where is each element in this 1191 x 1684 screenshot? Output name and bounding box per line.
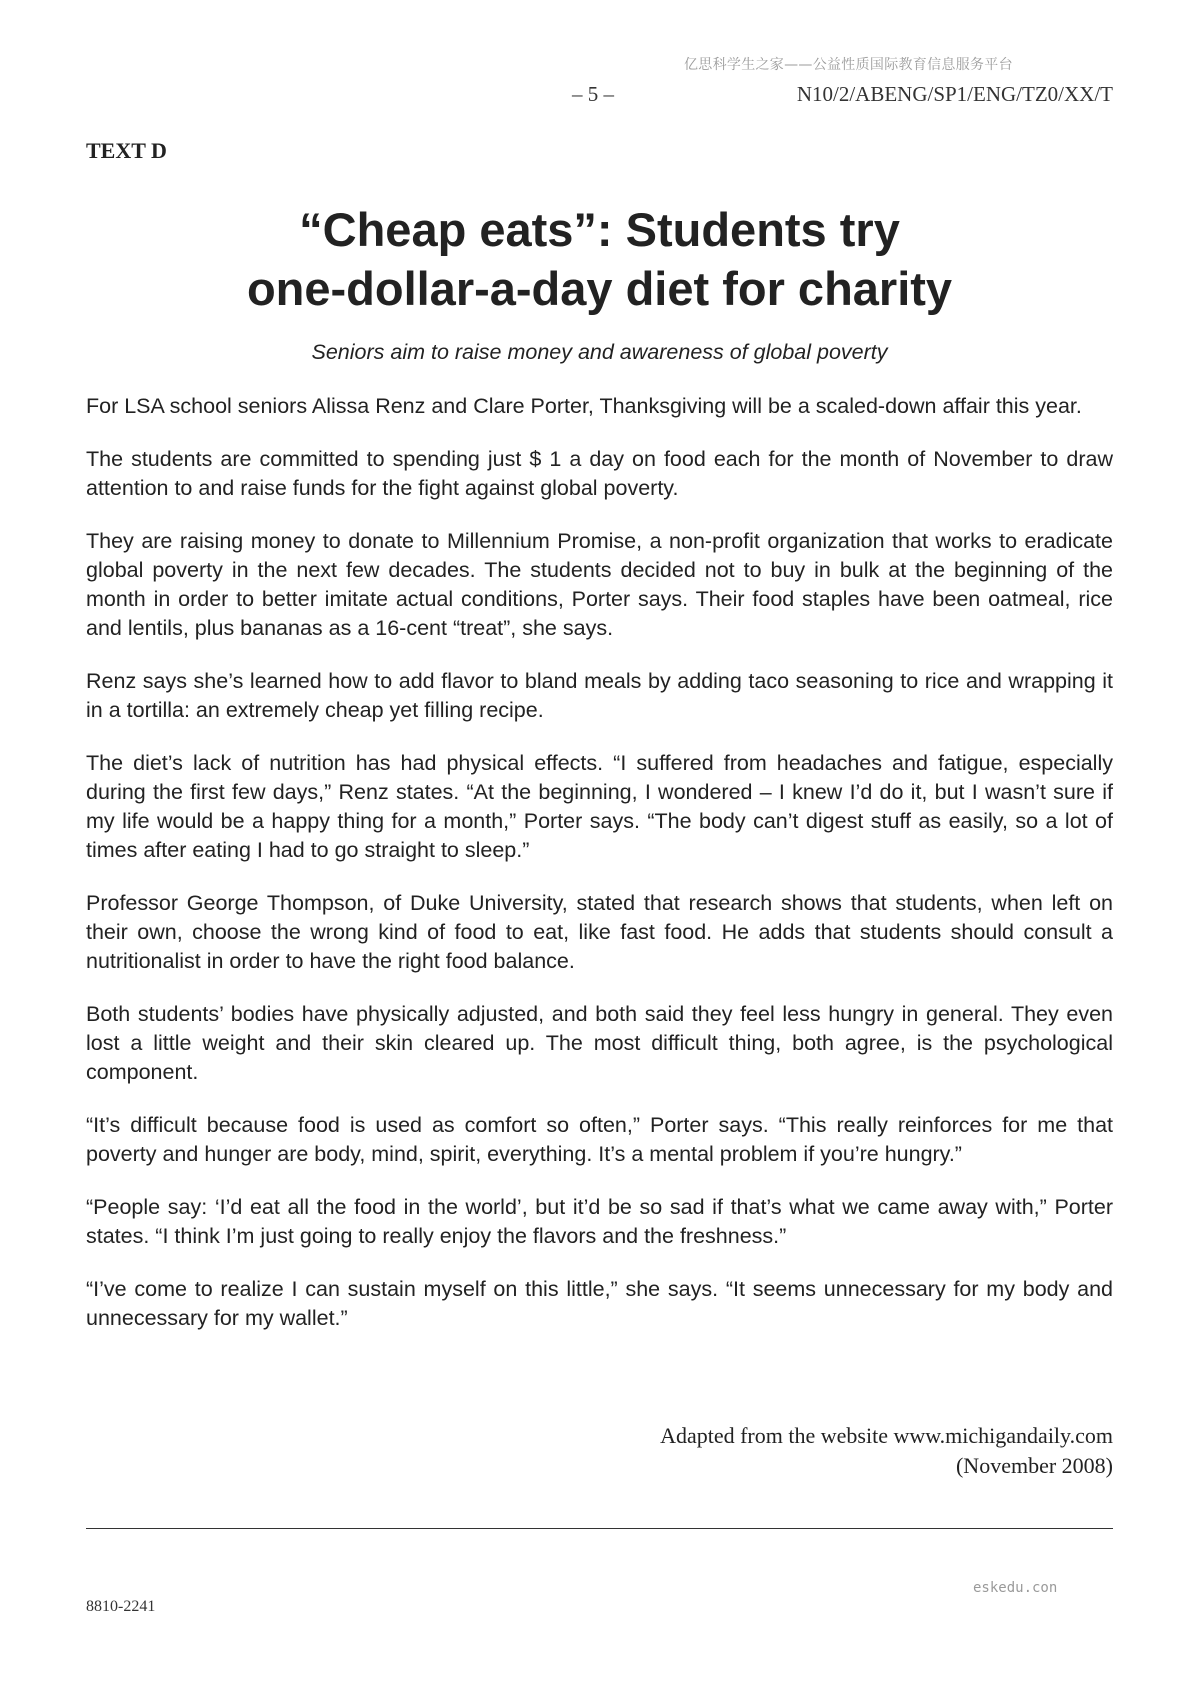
headline-line-1: “Cheap eats”: Students try [299, 203, 900, 256]
paragraph: “I’ve come to realize I can sustain myself on this little,” she says. “It seems unnecessary for my body and unnecessary for my wallet.” [86, 1277, 1113, 1330]
article-subtitle: Seniors aim to raise money and awareness of global poverty [311, 340, 888, 364]
exam-code: N10/2/ABENG/SP1/ENG/TZ0/XX/T [796, 82, 1113, 106]
footer-watermark: eskedu.con [973, 1580, 1058, 1596]
document-id: 8810-2241 [86, 1598, 156, 1615]
paragraph: “It’s difficult because food is used as comfort so often,” Porter says. “This really reinforces for me that poverty and hunger are body, mind, spirit, everything. It’s a mental problem if you’re hungry.” [86, 1113, 1113, 1166]
paragraph: Both students’ bodies have physically adjusted, and both said they feel less hungry in general. They even lost a little weight and their skin cleared up. The most difficult thing, both agree, is the psychological component. [86, 1002, 1113, 1084]
paragraph: The students are committed to spending just $ 1 a day on food each for the month of November to draw attention to and raise funds for the fight against global poverty. [86, 447, 1113, 500]
source-line-2: (November 2008) [955, 1453, 1113, 1478]
paragraph: The diet’s lack of nutrition has had physical effects. “I suffered from headaches and fatigue, especially during the first few days,” Renz states. “At the beginning, I wondered – I knew I’d do it, but I wasn’t sure if my life would be a happy thing for a month,” Porter says. “The body can’t digest stuff as easily, so a lot of times after eating I had to go straight to sleep.” [86, 751, 1113, 862]
source-line-1: Adapted from the website www.michigandaily.com [660, 1423, 1113, 1448]
header-watermark: 亿思科学生之家——公益性质国际教育信息服务平台 [684, 57, 1013, 73]
paragraph: “People say: ‘I’d eat all the food in the world’, but it’d be so sad if that’s what we came away with,” Porter states. “I think I’m just going to really enjoy the flavors and the freshness.” [86, 1195, 1113, 1248]
paragraph: They are raising money to donate to Millennium Promise, a non-profit organization that works to eradicate global poverty in the next few decades. The students decided not to buy in bulk at the beginning of the month in order to better imitate actual conditions, Porter says. Their food staples have been oatmeal, rice and lentils, plus bananas as a 16-cent “treat”, she says. [86, 529, 1113, 640]
paragraph: Professor George Thompson, of Duke University, stated that research shows that students, when left on their own, choose the wrong kind of food to eat, like fast food. He adds that students should consult a nutritionalist in order to have the right food balance. [86, 891, 1113, 973]
headline-line-2: one-dollar-a-day diet for charity [246, 262, 953, 315]
footer-divider [86, 1528, 1113, 1529]
article-body [86, 392, 1113, 1357]
article-headline [86, 200, 1113, 318]
page-number: – 5 – [572, 82, 614, 106]
paragraph: Renz says she’s learned how to add flavor to bland meals by adding taco seasoning to rice and wrapping it in a tortilla: an extremely cheap yet filling recipe. [86, 669, 1113, 722]
source-citation [660, 1421, 1113, 1481]
section-label: TEXT D [86, 138, 167, 163]
paragraph: For LSA school seniors Alissa Renz and Clare Porter, Thanksgiving will be a scaled-down affair this year. [86, 394, 1082, 418]
